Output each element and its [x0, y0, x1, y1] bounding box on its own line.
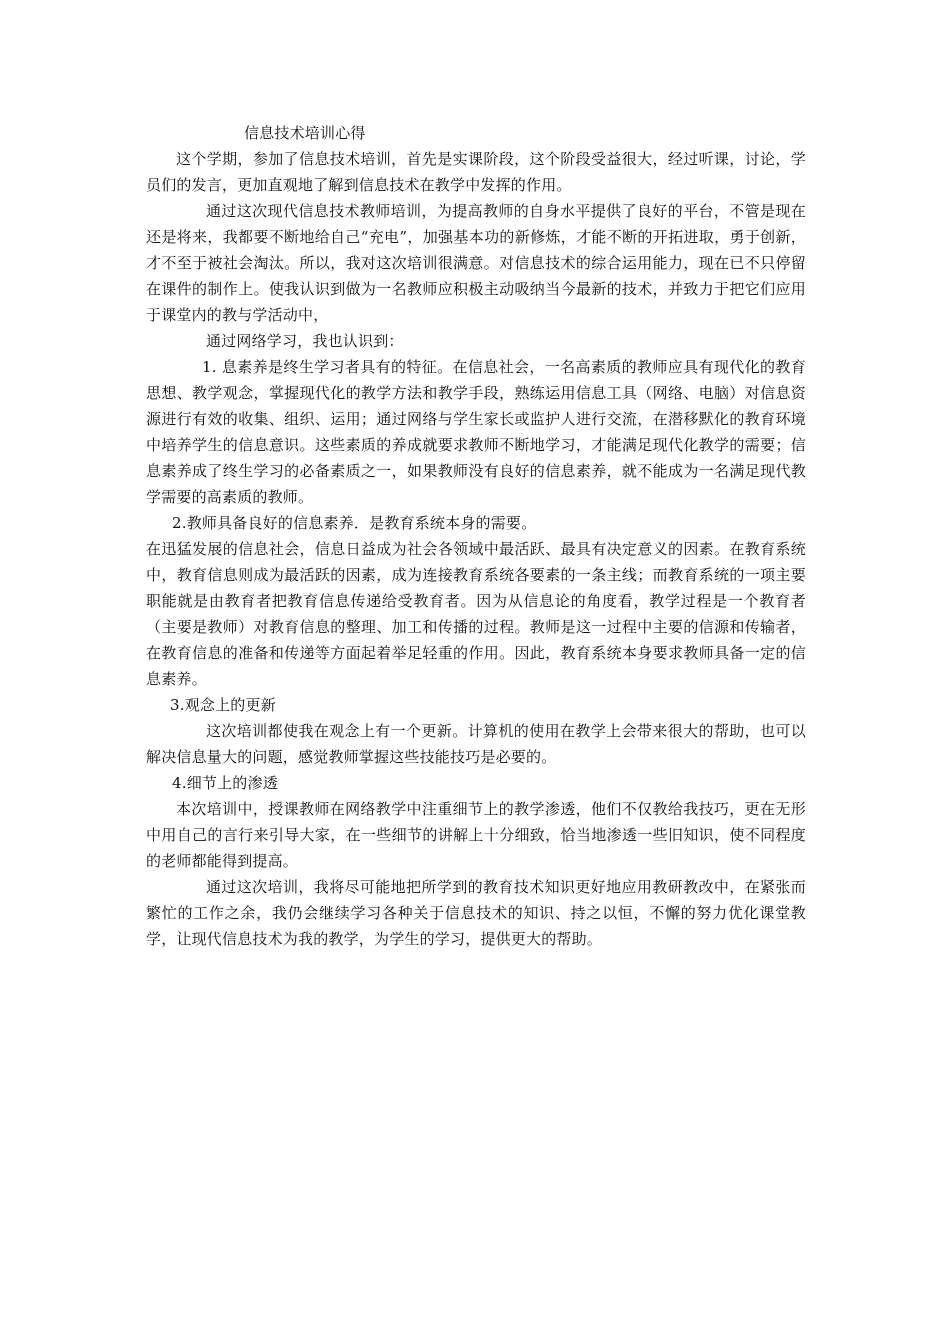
paragraph-point-4: 本次培训中，授课教师在网络教学中注重细节上的教学渗透，他们不仅教给我技巧，更在无形中用自己的言行来引导大家，在一些细节的讲解上十分细致，恰当地渗透一些旧知识，使不同程度的老师都能得到提高。 [146, 800, 806, 870]
paragraph-training: 通过这次现代信息技术教师培训，为提高教师的自身水平提供了良好的平台，不管是现在还是将来，我都要不断地给自己“充电”，加强基本功的新修炼，才能不断的开拓进取，勇于创新，才不至于被社会淘汰。所以，我对这次培训很满意。对信息技术的综合运用能力，现在已不只停留在课件的制作上。使我认识到做为一名教师应积极主动吸纳当今最新的技术，并致力于把它们应用于课堂内的教与学活动中， [146, 202, 806, 324]
paragraph-point-1: 1. 息素养是终生学习者具有的特征。在信息社会，一名高素质的教师应具有现代化的教育思想、教学观念，掌握现代化的教学方法和教学手段，熟练运用信息工具（网络、电脑）对信息资源进行有效的收集、组织、运用；通过网络与学生家长或监护人进行交流，在潜移默化的教育环境中培养学生的信息意识。这些素质的养成就要求教师不断地学习，才能满足现代化教学的需要；信息素养成了终生学习的必备素质之一，如果教师没有良好的信息素养，就不能成为一名满足现代教学需要的高素质的教师。 [146, 358, 806, 506]
heading-point-3: 3.观念上的更新 [170, 696, 276, 714]
paragraph-conclusion: 通过这次培训，我将尽可能地把所学到的教育技术知识更好地应用教研教改中，在紧张而繁忙的工作之余，我仍会继续学习各种关于信息技术的知识、持之以恒，不懈的努力优化课堂教学，让现代信息技术为我的教学，为学生的学习，提供更大的帮助。 [146, 878, 806, 948]
paragraph-network-learning: 通过网络学习，我也认识到： [206, 332, 404, 350]
paragraph-point-3: 这次培训都使我在观念上有一个更新。计算机的使用在教学上会带来很大的帮助，也可以解决信息量大的问题，感觉教师掌握这些技能技巧是必要的。 [146, 722, 806, 766]
document-body [146, 120, 806, 952]
heading-point-2: 2.教师具备良好的信息素养．是教育系统本身的需要。 [172, 514, 537, 532]
paragraph-intro: 这个学期，参加了信息技术培训，首先是实课阶段，这个阶段受益很大，经过听课，讨论，学员们的发言，更加直观地了解到信息技术在教学中发挥的作用。 [146, 150, 806, 194]
heading-point-4: 4.细节上的渗透 [172, 774, 278, 792]
paragraph-point-2: 在迅猛发展的信息社会，信息日益成为社会各领域中最活跃、最具有决定意义的因素。在教育系统中，教育信息则成为最活跃的因素，成为连接教育系统各要素的一条主线；而教育系统的一项主要职能就是由教育者把教育信息传递给受教育者。因为从信息论的角度看，教学过程是一个教育者（主要是教师）对教育信息的整理、加工和传播的过程。教师是这一过程中主要的信源和传输者，在教育信息的准备和传递等方面起着举足轻重的作用。因此，教育系统本身要求教师具备一定的信息素养。 [146, 540, 806, 688]
document-title: 信息技术培训心得 [244, 124, 366, 142]
